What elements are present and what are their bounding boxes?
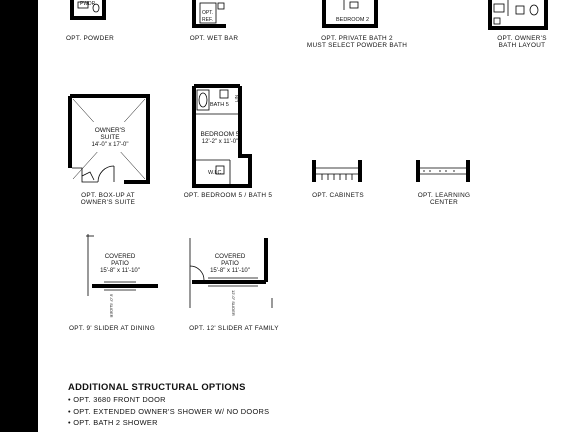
additional-option-item: • OPT. 3680 FRONT DOOR — [68, 395, 166, 404]
cabinets-caption: OPT. CABINETS — [312, 192, 364, 199]
slider-family-room-dims: 15'-8" x 11'-10" — [210, 268, 250, 274]
bedroom5-room-dims: 12'-2" x 11'-0" — [201, 139, 239, 145]
powder-room-label: PWDR. — [80, 1, 97, 7]
box-up-room-dims: 14'-0" x 17'-0" — [91, 142, 129, 148]
slider-family-plan — [188, 238, 278, 314]
box-up-caption-2: OWNER'S SUITE — [80, 199, 136, 206]
private-bath-room-label: BEDROOM 2 — [336, 17, 370, 23]
private-bath-caption-1: OPT. PRIVATE BATH 2 — [321, 35, 393, 42]
slider-family-room-line2: PATIO — [221, 260, 239, 267]
slider-dining-room-line1: COVERED — [104, 253, 136, 260]
slider-dining-room-line2: PATIO — [111, 260, 129, 267]
bedroom5-bath-label: BATH 5 — [210, 102, 229, 108]
wet-bar-opt-label: OPT. — [202, 10, 214, 16]
wet-bar-plan — [190, 0, 230, 28]
wet-bar-ref-label: REF. — [202, 17, 213, 23]
left-black-bar — [0, 0, 38, 432]
cabinets-plan — [312, 160, 368, 186]
slider-family-caption: OPT. 12' SLIDER AT FAMILY — [189, 325, 279, 332]
slider-dining-caption: OPT. 9' SLIDER AT DINING — [69, 325, 155, 332]
additional-options-list — [68, 394, 269, 429]
wet-bar-caption: OPT. WET BAR — [189, 35, 239, 42]
powder-caption: OPT. POWDER — [66, 35, 115, 42]
additional-options-title: ADDITIONAL STRUCTURAL OPTIONS — [68, 381, 246, 392]
box-up-caption-1: OPT. BOX-UP AT — [81, 192, 135, 199]
slider-dining-room-dims: 15'-8" x 11'-10" — [100, 268, 140, 274]
owners-bath-caption-2: BATH LAYOUT — [498, 42, 546, 49]
bedroom5-room-name: BEDROOM 5 — [200, 131, 240, 138]
box-up-room-line1: OWNER'S — [94, 127, 126, 134]
owners-bath-plan — [486, 0, 550, 32]
additional-option-item: • OPT. EXTENDED OWNER'S SHOWER W/ NO DOORS — [68, 406, 270, 416]
bedroom5-plan — [192, 82, 264, 188]
learning-center-caption-1: OPT. LEARNING — [417, 192, 471, 199]
slider-family-room-line1: COVERED — [214, 253, 246, 260]
powder-plan — [68, 0, 108, 22]
learning-center-plan — [416, 160, 472, 186]
box-up-room-line2: SUITE — [100, 134, 120, 141]
bedroom5-linen-label: LIN — [234, 94, 239, 102]
additional-option-item: • OPT. BATH 2 SHOWER — [68, 418, 158, 427]
bedroom5-closet-label: W.I.C. — [208, 170, 223, 176]
slider-dining-door-label: 9'-0" SLIDER — [109, 294, 114, 318]
slider-family-door-label: 12'-0" SLIDER — [231, 290, 236, 316]
bedroom5-caption: OPT. BEDROOM 5 / BATH 5 — [183, 192, 273, 199]
learning-center-caption-2: CENTER — [429, 199, 459, 206]
private-bath-plan — [320, 0, 380, 28]
slider-dining-plan — [80, 230, 160, 318]
private-bath-caption-2: MUST SELECT POWDER BATH — [306, 42, 408, 49]
box-up-plan — [68, 96, 152, 188]
owners-bath-caption-1: OPT. OWNER'S — [497, 35, 547, 42]
